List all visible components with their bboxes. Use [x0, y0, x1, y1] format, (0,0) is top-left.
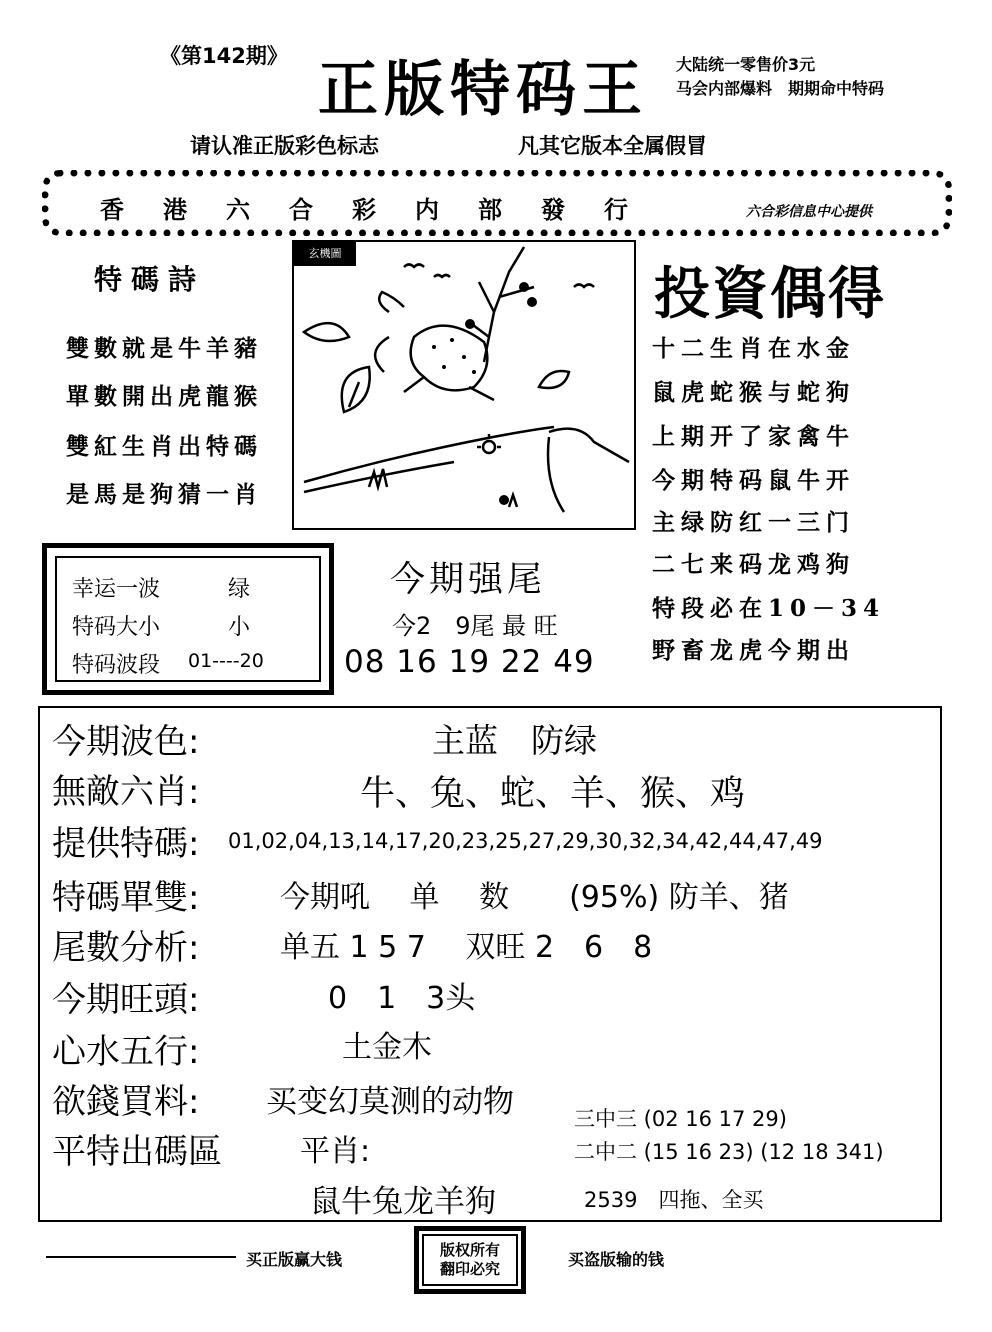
footer-left-slogan: 买正版赢大钱: [246, 1250, 343, 1269]
copyright-box: [414, 1226, 526, 1294]
invest-line: 上期开了家禽牛: [652, 423, 855, 450]
poem-line: 雙數就是牛羊豬: [66, 335, 262, 362]
lead-digit-label: 今期旺頭:: [52, 980, 200, 1020]
strong-tail-note: 今2 9尾 最 旺: [392, 612, 558, 640]
footer-rule: [46, 1256, 236, 1258]
odd-even-label: 特碼單雙:: [52, 878, 200, 918]
lucky-range-label: 特码波段: [72, 653, 161, 678]
special-numbers-label: 提供特碼:: [52, 824, 200, 864]
lucky-wave-label: 幸运一波: [72, 577, 161, 602]
five-elements-label: 心水五行:: [52, 1032, 200, 1072]
tail-analysis-value: 单五 1 5 7 双旺 2 6 8: [280, 930, 653, 965]
strong-tail-numbers: 08 16 19 22 49: [344, 644, 595, 680]
flat-zodiac-value: 鼠牛兔龙羊狗: [310, 1184, 496, 1220]
invest-title: 投資偶得: [654, 261, 886, 327]
authentic-notice: 请认准正版彩色标志: [190, 134, 379, 158]
invest-line: 十二生肖在水金: [652, 335, 855, 362]
copyright-line-2: 翻印必究: [439, 1260, 500, 1278]
illustration-stamp: 玄機圖: [294, 242, 356, 266]
tail-analysis-label: 尾數分析:: [52, 928, 200, 968]
lucky-wave-value: 绿: [228, 577, 251, 602]
invest-line: 二七来码龙鸡狗: [652, 551, 855, 578]
lucky-size-label: 特码大小: [72, 615, 161, 640]
copyright-line-1: 版权所有: [439, 1241, 500, 1259]
lucky-range-value: 01----20: [188, 650, 264, 672]
five-elements-value: 土金木: [342, 1030, 432, 1065]
fake-warning: 凡其它版本全属假冒: [518, 134, 707, 158]
poem-line: 雙紅生肖出特碼: [66, 433, 262, 460]
slogan: 马会内部爆料 期期命中特码: [676, 79, 885, 98]
six-zodiac-value: 牛、兔、蛇、羊、猴、鸡: [360, 774, 746, 814]
poem-title: 特碼詩: [94, 263, 206, 296]
poem-line: 是馬是狗猜一肖: [66, 481, 262, 508]
footer-right-slogan: 买盗版输的钱: [568, 1250, 665, 1269]
wave-label: 今期波色:: [52, 722, 200, 762]
buy-tip-value: 买变幻莫测的动物: [266, 1084, 514, 1120]
combo-two: 二中二 (15 16 23) (12 18 341): [574, 1140, 884, 1164]
combo-three: 三中三 (02 16 17 29): [574, 1107, 787, 1131]
combo-drag: 2539 四拖、全买: [584, 1188, 764, 1212]
issue-number: 《第142期》: [160, 44, 288, 68]
flat-zodiac-label: 平肖:: [300, 1134, 371, 1169]
banner-title: 香港六合彩内部發行: [100, 195, 667, 224]
riddle-illustration: [292, 240, 636, 530]
odd-even-value: 今期吼 单 数 (95%) 防羊、猪: [280, 880, 789, 915]
invest-line: 今期特码鼠牛开: [652, 467, 855, 494]
strong-tail-title: 今期强尾: [390, 560, 547, 600]
invest-line: 野畜龙虎今期出: [652, 637, 855, 664]
price-note: 大陆统一零售价3元: [676, 55, 816, 74]
invest-line: 鼠虎蛇猴与蛇狗: [652, 379, 855, 406]
flat-area-label: 平特出碼區: [52, 1132, 222, 1172]
six-zodiac-label: 無敵六肖:: [52, 772, 200, 812]
banner-source: 六合彩信息中心提供: [746, 204, 872, 220]
special-numbers-value: 01,02,04,13,14,17,20,23,25,27,29,30,32,34,42,44,47,49: [228, 829, 823, 853]
invest-line: 特段必在10－34: [652, 595, 886, 622]
leopard-scene-image: [294, 242, 634, 528]
brand-title: 正版特码王: [318, 55, 648, 125]
poem-line: 單數開出虎龍猴: [66, 383, 262, 410]
buy-tip-label: 欲錢買料:: [52, 1082, 200, 1122]
lucky-size-value: 小: [228, 615, 251, 640]
invest-line: 主绿防红一三门: [652, 509, 855, 536]
wave-value: 主蓝 防绿: [432, 721, 597, 760]
lead-digit-value: 0 1 3头: [328, 981, 476, 1016]
